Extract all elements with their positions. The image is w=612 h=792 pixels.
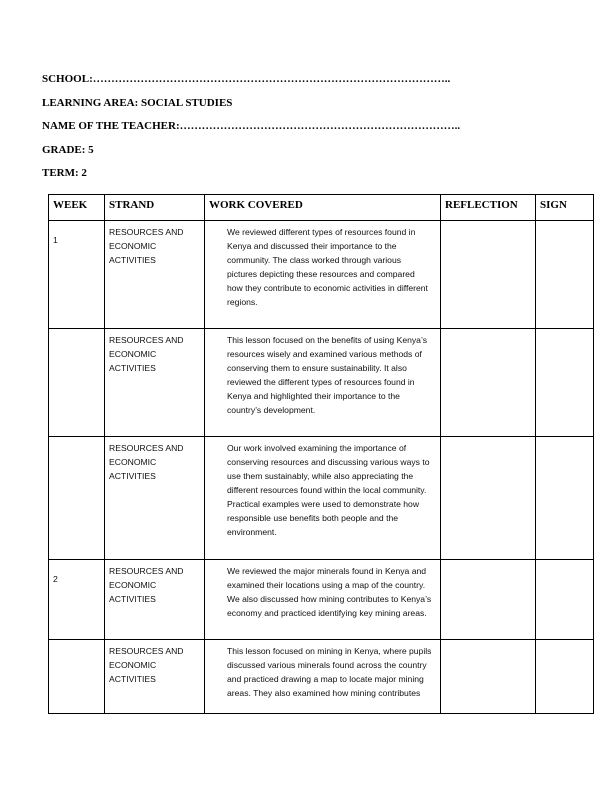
table-header-row <box>49 195 594 221</box>
grade-label: GRADE: 5 <box>42 143 94 156</box>
reflection-cell[interactable] <box>441 329 536 437</box>
strand-cell: RESOURCES AND ECONOMIC ACTIVITIES <box>105 221 205 329</box>
work-covered-cell: This lesson focused on the benefits of using Kenya’s resources wisely and examined various methods of conserving them to ensure sustainability. It also reviewed the different types of resources found in Kenya and highlighted their importance to the country’s development. <box>205 329 441 437</box>
record-of-work-table <box>48 194 594 714</box>
school-field: SCHOOL:…………………………………………………………………………………….. <box>42 73 451 85</box>
strand-cell: RESOURCES AND ECONOMIC ACTIVITIES <box>105 560 205 640</box>
strand-column-header: STRAND <box>105 195 205 221</box>
table-row <box>49 437 594 560</box>
work-covered-cell: We reviewed different types of resources found in Kenya and discussed their importance to the community. The class worked through various pictures depicting these resources and compared how they contribute to economic activities in different regions. <box>205 221 441 329</box>
strand-cell: RESOURCES AND ECONOMIC ACTIVITIES <box>105 329 205 437</box>
week-cell <box>49 329 105 437</box>
table-row <box>49 560 594 640</box>
reflection-column-header: REFLECTION <box>441 195 536 221</box>
table-row <box>49 640 594 714</box>
work-covered-cell: We reviewed the major minerals found in Kenya and examined their locations using a map of the country. We also discussed how mining contributes to Kenya’s economy and practiced identifying key mining areas. <box>205 560 441 640</box>
work-covered-cell: This lesson focused on mining in Kenya, where pupils discussed various minerals found across the country and practiced drawing a map to locate major mining areas. They also examined how mining contributes <box>205 640 441 714</box>
work-covered-cell: Our work involved examining the importance of conserving resources and discussing various ways to use them sustainably, while also appreciating the different resources found within the local community. Practical examples were used to demonstrate how responsible use benefits both people and the environment. <box>205 437 441 560</box>
sign-cell[interactable] <box>536 640 594 714</box>
week-cell <box>49 640 105 714</box>
table-row <box>49 329 594 437</box>
strand-cell: RESOURCES AND ECONOMIC ACTIVITIES <box>105 437 205 560</box>
teacher-name-field: NAME OF THE TEACHER:………………………………………………………………….. <box>42 120 461 132</box>
document-header <box>42 72 582 190</box>
term-label: TERM: 2 <box>42 167 87 179</box>
week-column-header: WEEK <box>49 195 105 221</box>
sign-cell[interactable] <box>536 560 594 640</box>
sign-cell[interactable] <box>536 329 594 437</box>
reflection-cell[interactable] <box>441 640 536 714</box>
sign-cell[interactable] <box>536 437 594 560</box>
reflection-cell[interactable] <box>441 560 536 640</box>
sign-column-header: SIGN <box>536 195 594 221</box>
reflection-cell[interactable] <box>441 221 536 329</box>
work-covered-column-header: WORK COVERED <box>205 195 441 221</box>
week-cell: 2 <box>49 560 105 640</box>
week-cell <box>49 437 105 560</box>
sign-cell[interactable] <box>536 221 594 329</box>
strand-cell: RESOURCES AND ECONOMIC ACTIVITIES <box>105 640 205 714</box>
learning-area-label: LEARNING AREA: SOCIAL STUDIES <box>42 96 233 109</box>
reflection-cell[interactable] <box>441 437 536 560</box>
week-cell: 1 <box>49 221 105 329</box>
table-row <box>49 221 594 329</box>
